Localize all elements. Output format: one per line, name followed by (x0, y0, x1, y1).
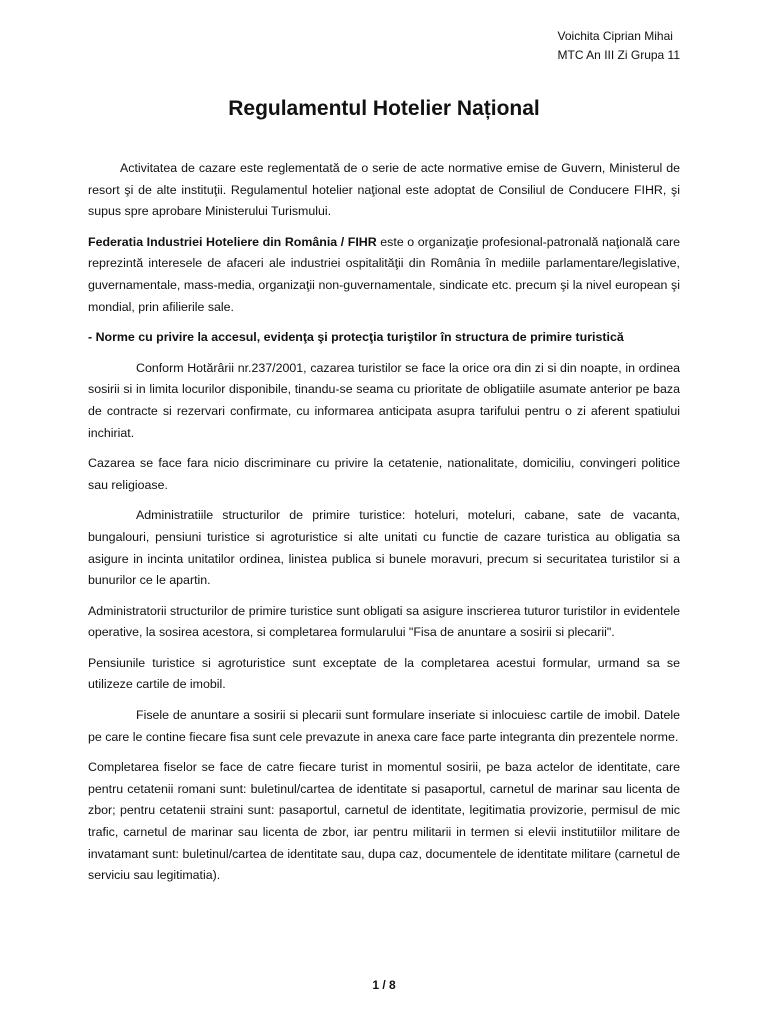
paragraph-pensiuni: Pensiunile turistice si agroturistice sunt exceptate de la completarea acestui formular, urmand sa se utilizeze cartile de imobil. (88, 655, 680, 692)
document-body (88, 158, 680, 896)
fihr-description: este o organizaţie profesional-patronală naţională care reprezintă interesele de afaceri ale industriei ospitalităţii din România în mediile parlamentare/legislative, guvernamentale, mass-media, organizaţii non-guvernamentale, sindicate etc. precum şi la nivel european şi mondial, prin afilierile sale. (88, 234, 680, 314)
document-title: Regulamentul Hotelier Național (228, 97, 540, 120)
student-group: MTC An III Zi Grupa 11 (557, 48, 680, 62)
section-heading: - Norme cu privire la accesul, evidenţa şi protecţia turiştilor în structura de primire turistică (88, 330, 624, 345)
paragraph-hotarare: Conform Hotărârii nr.237/2001, cazarea turistilor se face la orice ora din zi si din noapte, in ordinea sosirii si in limita locurilor disponibile, tinandu-se seama cu prioritate de obligatiile asumate anterior pe baza de contracte si rezervari confirmate, cu informarea anticipata asupra tarifului pentru o zi aferent spatiului inchiriat. (88, 360, 680, 440)
paragraph-administratori: Administratorii structurilor de primire turistice sunt obligati sa asigure inscrierea tuturor turistilor in evidentele operative, la sosirea acestora, si completarea formularului "Fisa de anuntare a sosirii si plecarii". (88, 603, 680, 640)
page-number: 1 / 8 (372, 978, 396, 992)
paragraph-fihr (88, 232, 680, 318)
author-name: Voichita Ciprian Mihai (557, 29, 673, 43)
paragraph-fise: Fisele de anuntare a sosirii si plecarii sunt formulare inseriate si inlocuiesc cartile de imobil. Datele pe care le contine fiecare fisa sunt cele prevazute in anexa care face parte integranta din prezentele norme. (88, 708, 680, 744)
paragraph-administratii: Administratiile structurilor de primire turistice: hoteluri, moteluri, cabane, sate de vacanta, bungalouri, pensiuni turistice si agroturistice si alte unitati cu functie de cazare turistica au obligatia sa asigure in incinta unitatilor ordinea, linistea publica si bunele moravuri, precum si securitatea turistilor si a bunurilor ce le apartin. (88, 508, 680, 588)
paragraph-discriminare: Cazarea se face fara nicio discriminare cu privire la cetatenie, nationalitate, domiciliu, convingeri politice sau religioase. (88, 456, 680, 492)
fihr-name: Federatia Industriei Hoteliere din România / FIHR (88, 234, 377, 249)
document-header (558, 27, 680, 65)
paragraph-intro: Activitatea de cazare este reglementată de o serie de acte normative emise de Guvern, Ministerul de resort şi de alte instituţii. Regulamentul hotelier naţional este adoptat de Consiliul de Conducere FIHR, şi supus spre aprobare Ministerului Turismului. (88, 161, 680, 219)
paragraph-completare: Completarea fiselor se face de catre fiecare turist in momentul sosirii, pe baza actelor de identitate, care pentru cetatenii romani sunt: buletinul/cartea de identitate si pasaportul, carnetul de marinar sau licenta de zbor; pentru cetatenii straini sunt: pasaportul, carnetul de identitate, legitimatia provizorie, permisul de mic trafic, carnetul de marinar sau licenta de zbor, iar pentru militarii in termen si elevii institutiilor militare de invatamant sunt: buletinul/cartea de identitate sau, dupa caz, documentele de identitate militare (carnetul de serviciu sau legitimatia). (88, 760, 680, 883)
